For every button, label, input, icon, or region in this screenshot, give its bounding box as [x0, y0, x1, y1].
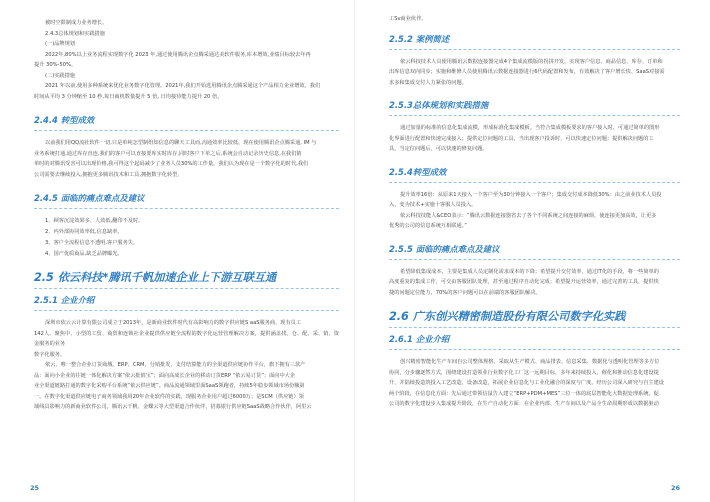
paragraph: 公司的数字化建设步入集成提升阶段，在生产自动化方面：在企业内部、生产车间以及产品全生命周期形成以数据驱动	[389, 401, 659, 407]
section-divider	[34, 208, 339, 209]
paragraph: 出库信息双向同步；实施和维修人员使用腾讯云数据连接器进行6代码配置和发布，有效解决了客户增长快、SaaS对接需	[389, 69, 665, 75]
paragraph: 工Sv商业伙伴。	[389, 16, 427, 22]
paragraph: 2021 年以前,使用多种系统来优化业务数字化管理。2021年,我们开始选用腾讯企点腾采通这个产品相力企业增效。我们	[45, 83, 321, 89]
section-title-2-5-3: 2.5.3总体规划和实践措施	[389, 100, 489, 110]
paragraph: 升，并陆续投造筑投入工艺改造、设备改造，拓展企业信息化与工业化融合的深度与广度。经历公司深入研究与自主建设	[389, 380, 664, 386]
page-number: 26	[670, 484, 680, 492]
paragraph: 业全渠道链路打通的数字化采购平台系统“依云供应链”。商品流通领域里面SaaS领跑者，持续5年稳步领域市场份额第	[34, 383, 305, 389]
paragraph: 数字化服务。	[34, 351, 66, 358]
paragraph: 142人。聚焦中、小型的工贸、商贸和连锁社企业提供供应链全流程的数字化运营管理解决方案，提供涵盖找、仓、配、采、销、资金服务的业务	[34, 330, 339, 347]
section-divider	[34, 130, 339, 131]
list-item: 4、国产优质商品,缺乏品牌曝光。	[45, 251, 123, 257]
subheading-practice: (二)实践措施	[45, 72, 75, 79]
paragraph: 深圳市依云云计算有限公司成立于2013年，是新商业软件时代有高影响力的数字供应链S aaS服务商，现有员工	[45, 320, 302, 326]
paragraph: 依云科技技能人&CEO表示：“腾讯云数据连接器省去了各个不同系统之间连接的麻烦，使连接更加高效，让更多	[400, 212, 657, 219]
paragraph: 2022年,80%以上业务流程实现数字化 2023 年,通过使用腾讯企点腾采通达美软件服务,库本增效,业绩目标较去年再	[45, 51, 311, 58]
paragraph: 依云科技技术人员使用腾讯云数据连接器完成4个集成流模版的拐拼开发，实现客户信息、商品信息、库存、订单和	[400, 58, 663, 65]
list-item: 1、顾客沉淀效果多、人效低,翻印不及时。	[45, 218, 144, 224]
paragraph: 一。在数字化渠道供应链电子商务领域我用20年企业软件的实践，现服务企业用户超过6000万；是SCM（供应链）领	[34, 393, 304, 400]
paragraph: 具，当定位问题后，可以快速的修复问题。	[389, 146, 488, 152]
paragraph: 希望降低集成成本，主要是集成人员定制化需求成本的下降；希望提升交付效率，通过IT化的手段，将一些简单的	[400, 268, 659, 275]
section-title-2-5-1: 2.5.1 企业介绍	[34, 295, 95, 305]
subheading-brand-plan: (一)品牌规划	[45, 41, 75, 47]
paragraph: 公司需要去继续投入,拥抱更多腾讯技术和工具,拥抱数字化转型。	[34, 171, 183, 178]
section-divider	[389, 182, 680, 183]
section-divider	[389, 349, 680, 350]
section-divider	[389, 115, 680, 116]
paragraph: 被时空限制成力业务增长。	[45, 20, 108, 26]
paragraph: 以前我们用QQ流社软件一切,只是单纯怎型制组知信息的聊天工具而,沟通效率比较低。现在使用腾讯企点腾采通, IM 与	[45, 140, 317, 146]
section-title-2-5-2: 2.5.2 案例简述	[389, 33, 450, 44]
paragraph: 时间从平均 3 分钟缩至 10 秒,每日商机数量提升 5 倍, 日均接待能力提升 20 倍。	[34, 93, 223, 100]
section-divider	[34, 310, 339, 311]
paragraph: 提升 30%-50%。	[34, 62, 77, 68]
list-item: 3、客户全流程信息不透明,客户服务失。	[45, 240, 139, 246]
paragraph: 业务系统打通,通过库存直连,我们的客户可以直接要库实时库存,同时客户下单之后,系统会自动记录历史信息,在我们销	[34, 150, 302, 157]
section-title-2-4-5: 2.4.5 面临的痛点难点及建议	[34, 193, 145, 203]
paragraph: 域线具影响力的新商业软件公司。腾讯云千帆、金蝶云等大型渠道合作伙伴，招募银行供应链SaaS战略合作伙伴，阿里云	[34, 404, 312, 410]
section-title-2-5-5: 2.5.5 面临的痛点难点及建议	[389, 243, 500, 254]
paragraph: 创兴精密智能化生产车间自公司整体规格，采取从生产模式、商品排表、信息采集、数据化与透明化管理等多方位	[400, 359, 660, 365]
paragraph: 优秀的公司的信息系统互相联通。”	[389, 223, 467, 229]
paragraph: 两个阶段，在信息化方面：先后通过带领信鼠告入建立“ERP+PDM+MES”三位一体的底层智能化大数据处理系统，促	[389, 390, 659, 397]
page-number: 25	[30, 484, 40, 492]
section-title-2-6-1: 2.6.1 企业介绍	[389, 334, 450, 344]
section-title-2-6: 2.6 广东创兴精密制造股份有限公司数字化实践	[389, 310, 626, 323]
paragraph: 高度重复的集成工作，可交由客服团队处理，甚至通过程序自动化完成；希望提升运营效率，通过完善的工具，提供快	[389, 279, 659, 285]
section-divider	[389, 49, 680, 50]
section-divider	[34, 288, 339, 289]
list-item: 2、内外部协同效率低,信息缺率。	[45, 229, 123, 235]
paragraph: 提升效率16倍：从原来1天接入一个客户至为30分钟接入一个客户；集成交付成本降低30%：由之前业技术人员投	[400, 191, 662, 198]
right-page	[355, 0, 710, 502]
paragraph: 依云，唯一整合企业订货商城、ERP、CRM、分销批发、支付结算能力的全渠道供应链协作平台，旗下拥有三款产	[45, 362, 306, 368]
paragraph: 化界面进行配置和快速完成接入；提供定位问题的工具，当出现客户投诉时，可以快速定位问题；提供解决问题的工	[389, 135, 654, 142]
section-divider	[389, 259, 680, 260]
paragraph: 品：面向小企业的往链一体化解决方案“依云批销宝”；面向高成长企业的移动订货ERP “依云易订货”；面向中大企	[34, 372, 296, 379]
section-title-2-5: 2.5 依云科技*腾讯千帆加速企业上下游互联互通	[34, 271, 277, 284]
paragraph: 单时的对腾讯受害可以出现价格,我可得这个起码减少了业务人员30%的工作量。我们认为现在是一个数字化的时代,我们	[34, 161, 309, 167]
paragraph: 入，变为技术+实施十客服人员投入。	[389, 202, 477, 208]
section-title-2-5-4: 2.5.4转型成效	[389, 166, 447, 177]
section-divider	[389, 327, 680, 328]
section-title-2-4-4: 2.4.4 转型成效	[34, 115, 95, 125]
subheading-plan: 2.4.3总体规划和实践措施	[45, 30, 105, 37]
paragraph: 求多和集成交付人力紧张的问题。	[389, 79, 467, 86]
paragraph: 通过加量的标准的信息化集成流模，形成标准化集成模板。当符合集成模板要求的客户接入时，可通过简单的图形	[400, 125, 660, 131]
paragraph: 协同，分步骤逐然方式，围绕建设打造领业行业数字化工厂这一远期目标，多年来持续投入，催化和推动信息化建设提	[389, 369, 659, 376]
paragraph: 捷的问题定位能力，70%的客户问题可以在前端的客服团队解决。	[389, 289, 541, 296]
